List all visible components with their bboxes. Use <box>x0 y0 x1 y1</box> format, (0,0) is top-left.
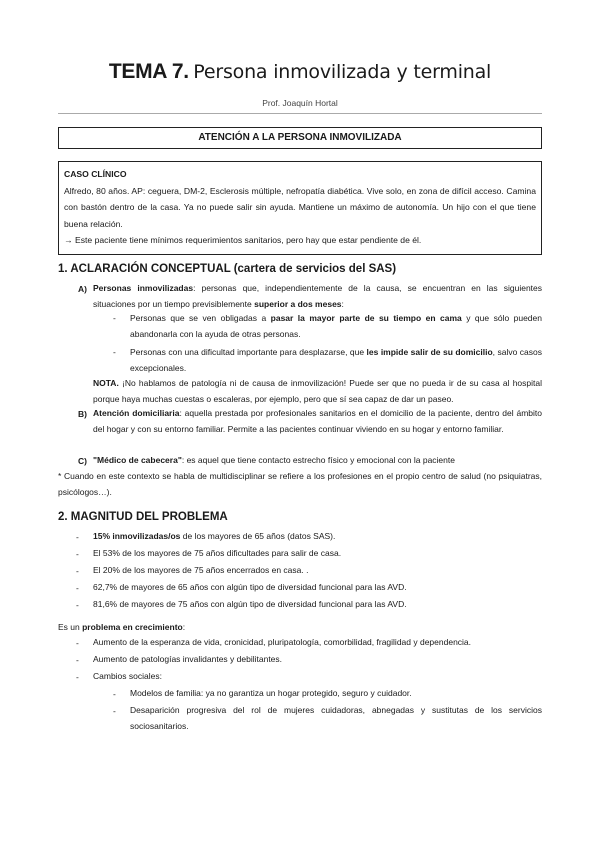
dash: - <box>76 655 79 665</box>
dash: - <box>76 566 79 576</box>
a2-post: , salvo casos excepcionales. <box>130 347 542 374</box>
dash: - <box>76 638 79 648</box>
item-a-term: Personas inmovilizadas <box>93 283 194 293</box>
dash: - <box>113 689 116 699</box>
case-note: → Este paciente tiene mínimos requerimientos sanitarios, pero hay que estar pendiente de él. <box>64 235 422 245</box>
social-item: Desaparición progresiva del rol de mujeres cuidadoras, abnegadas y sustitutas de los servicios sociosanitarios. <box>130 705 542 732</box>
item-c <box>93 452 542 468</box>
item-b-label: B) <box>78 409 87 419</box>
case-heading: CASO CLÍNICO <box>64 169 127 179</box>
item-a-label: A) <box>78 284 87 294</box>
growth-bold: problema en crecimiento <box>82 622 183 632</box>
footnote: * Cuando en este contexto se habla de multidisciplinar se refiere a los profesiones en el propio centro de salud (no psiquiatras, psicólogos…). <box>58 471 542 498</box>
item-c-term: "Médico de cabecera" <box>93 455 182 465</box>
stat-item: 62,7% de mayores de 65 años con algún tipo de diversidad funcional para las AVD. <box>93 582 407 592</box>
title-topic: Persona inmovilizada y terminal <box>193 61 492 83</box>
a2-bold: les impide salir de su domicilio <box>366 347 493 357</box>
item-a-text: : personas que, independientemente de la causa, se encuentran en las siguientes situaciones por un tiempo previsiblemente <box>93 283 543 310</box>
item-c-text: : es aquel que tiene contacto estrecho físico y emocional con la paciente <box>181 455 455 465</box>
a2-pre: Personas con una dificultad importante para desplazarse, que <box>130 347 367 357</box>
item-c-label: C) <box>78 456 87 466</box>
dash: - <box>113 706 116 716</box>
growth-intro <box>58 619 542 635</box>
dash: - <box>76 600 79 610</box>
dash: - <box>113 347 116 357</box>
a1-bold: pasar la mayor parte de su tiempo en cama <box>270 313 462 323</box>
item-a <box>93 280 542 313</box>
divider <box>58 113 542 114</box>
title-number: TEMA 7. <box>108 60 189 83</box>
social-item: Modelos de familia: ya no garantiza un hogar protegido, seguro y cuidador. <box>130 688 412 698</box>
growth-pre: Es un <box>58 622 83 632</box>
author: Prof. Joaquín Hortal <box>262 98 338 108</box>
nota-label: NOTA. <box>93 378 119 388</box>
item-a1 <box>130 310 542 343</box>
clinical-case-box <box>58 161 542 255</box>
stat-rest: de los mayores de 65 años (datos SAS). <box>180 531 336 541</box>
stat-item: El 53% de los mayores de 75 años dificultades para salir de casa. <box>93 548 342 558</box>
stat-bold: 15% inmovilizadas/os <box>93 531 181 541</box>
item-b <box>93 405 542 438</box>
nota <box>93 375 542 408</box>
item-a-bold: superior a dos meses <box>254 299 342 310</box>
growth-item: Aumento de patologías invalidantes y debilitantes. <box>93 654 283 664</box>
section2-heading: 2. MAGNITUD DEL PROBLEMA <box>58 511 228 523</box>
nota-text: ¡No hablamos de patología ni de causa de inmovilización! Puede ser que no pueda ir de su casa al hospital porque haya muchas cuestas o escaleras, por ejemplo, pero que sí sea capaz de dar un paseo. <box>93 378 542 405</box>
page-title <box>0 60 600 84</box>
item-a2 <box>130 344 542 377</box>
item-a-colon: : <box>341 299 344 310</box>
a1-pre: Personas que se ven obligadas a <box>130 313 271 323</box>
stat-item: 81,6% de mayores de 75 años con algún tipo de diversidad funcional para las AVD. <box>93 599 407 609</box>
dash: - <box>113 313 116 323</box>
stat-item <box>93 528 542 544</box>
case-body: Alfredo, 80 años. AP: ceguera, DM-2, Esclerosis múltiple, nefropatía diabética. Vive solo, en zona de difícil acceso. Camina con bastón dentro de la casa. Ya no puede salir sin ayuda. Mantiene un máximo de autonomía. Un hijo con el que tiene buena relación. <box>64 185 536 229</box>
item-b-term: Atención domiciliaria <box>93 408 180 418</box>
dash: - <box>76 532 79 542</box>
section1-heading: 1. ACLARACIÓN CONCEPTUAL (cartera de servicios del SAS) <box>58 263 397 275</box>
stat-item: El 20% de los mayores de 75 años encerrados en casa. . <box>93 565 309 575</box>
item-b-text: : aquella prestada por profesionales sanitarios en el domicilio de la paciente, dentro del ámbito del hogar y con su entorno familiar. Permite a las pacientes continuar viviendo en su hogar y entorno familiar. <box>93 408 542 435</box>
growth-item: Cambios sociales: <box>93 671 162 681</box>
dash: - <box>76 672 79 682</box>
dash: - <box>76 549 79 559</box>
dash: - <box>76 583 79 593</box>
a1-post: y que sólo pueden abandonarla con la ayuda de otras personas. <box>130 313 542 340</box>
growth-item: Aumento de la esperanza de vida, cronicidad, pluripatología, comorbilidad, fragilidad y dependencia. <box>93 637 472 647</box>
section-banner: ATENCIÓN A LA PERSONA INMOVILIZADA <box>58 127 542 149</box>
growth-post: : <box>182 622 186 632</box>
